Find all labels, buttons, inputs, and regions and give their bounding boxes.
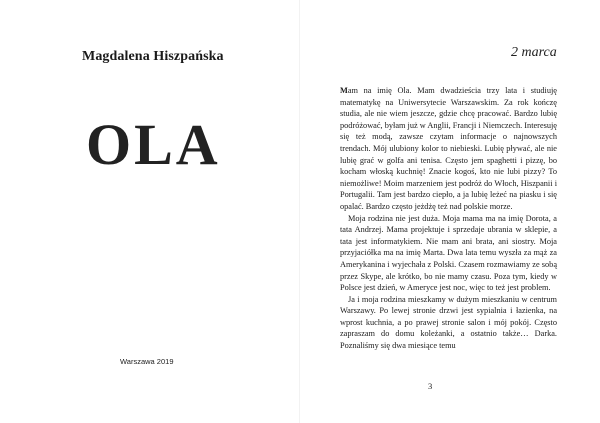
paragraph-1 xyxy=(340,85,557,213)
right-page xyxy=(300,0,600,423)
body-text xyxy=(340,85,557,352)
diary-date: 2 marca xyxy=(511,45,557,60)
paragraph-2: Moja rodzina nie jest duża. Moja mama ma na imię Dorota, a tata Andrzej. Mama projektuje i sprzedaje ubrania w sklepie, a tata jest informatykiem. Nie mam ani brata, ani siostry. Moja przyjaciółka ma na imię Marta. Dwa lata temu wyszła za mąż za Amerykanina i wyjechała z Polski. Czasem rozmawiamy ze sobą przez Skype, ale krótko, bo nie mamy czasu. Poza tym, kiedy w Polsce jest dzień, w Ameryce jest noc, więc to też jest problem. xyxy=(340,213,557,293)
paragraph-3: Ja i moja rodzina mieszkamy w dużym mieszkaniu w centrum Warszawy. Po lewej stronie drzwi jest sypialnia i łazienka, na wprost kuchnia, a po prawej stronie salon i mój pokój. Często zapraszam do domu koleżanki, a ostatnio także… Darka. Poznaliśmy się dwa miesiące temu xyxy=(340,294,557,351)
imprint-place-year: Warszawa 2019 xyxy=(120,357,174,366)
dropcap-letter: M xyxy=(340,86,348,95)
book-title: OLA xyxy=(86,112,221,177)
author-name: Magdalena Hiszpańska xyxy=(82,49,224,64)
page-number: 3 xyxy=(428,381,433,391)
paragraph-1-text: am na imię Ola. Mam dwadzieścia trzy lata i studiuję matematykę na Uniwersytecie Warszawskim. Za rok kończę studia, ale nie wiem jeszcze, gdzie chcę pracować. Bardzo lubię podróżować, byłam już w Anglii, Francji i Niemczech. Interesuję się też modą, zawsze czytam informacje o najnowszych trendach. Mój ulubiony kolor to niebieski. Lubię pływać, ale nie lubię grać w golfa ani tenisa. Często jem spaghetti i pizzę, bo kocham włoską kuchnię! Znacie kogoś, kto nie lubi pizzy? To niemożliwe! Moim marzeniem jest podróż do Włoch, Hiszpanii i Portugalii. Tam jest bardzo ciepło, a ja lubię leżeć na piasku i się opalać. Bardzo często jeżdżę też nad polskie morze. xyxy=(340,86,557,211)
